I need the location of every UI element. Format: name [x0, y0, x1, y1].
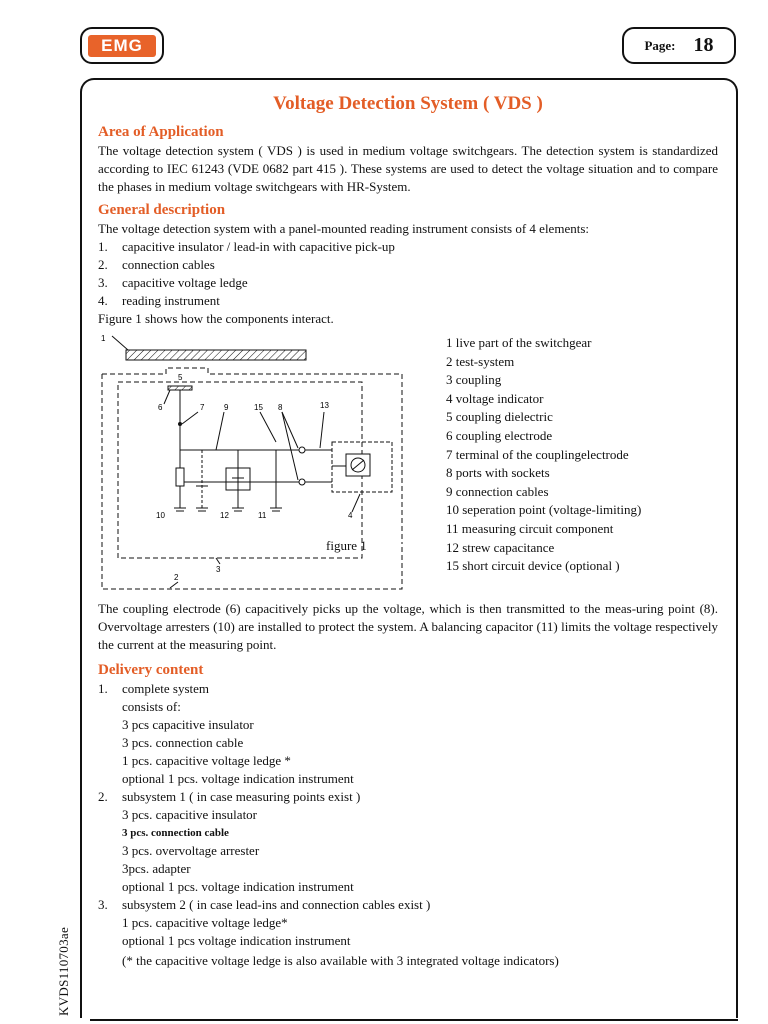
list-item: 2. connection cables [98, 257, 215, 272]
page-content [98, 92, 718, 970]
logo-text: EMG [88, 35, 156, 57]
elements-list [98, 238, 718, 310]
document-code: KVDS110703ae [56, 926, 71, 1016]
label-3: 3 [216, 565, 221, 574]
live-part [101, 334, 306, 360]
area-heading: Area of Application [98, 124, 224, 140]
delivery-note: (* the capacitive voltage ledge is also available with 3 integrated voltage indicators) [122, 953, 559, 968]
legend-item: 9 connection cables [446, 483, 549, 499]
legend-item: 7 terminal of the couplingelectrode [446, 446, 629, 462]
delivery-item-3: 3. subsystem 2 ( in case lead-ins and connection cables exist ) 1 pcs. capacitive voltage ledge* optional 1 pcs voltage indication instrument [98, 897, 431, 948]
label-13: 13 [320, 401, 329, 410]
label-1: 1 [101, 334, 106, 343]
delivery-heading: Delivery content [98, 662, 204, 678]
page-title: Voltage Detection System ( VDS ) [273, 93, 543, 114]
list-item: 1. capacitive insulator / lead-in with capacitive pick-up [98, 239, 395, 254]
page-label: Page: [644, 37, 676, 53]
label-8: 8 [278, 403, 283, 412]
coupling-description: The coupling electrode (6) capacitively picks up the voltage, which is then transmitted to the meas-uring point (8). Overvoltage arresters (10) are installed to protect the system. A balancing capacitor (11) limits the voltage respectively the current at the measuring point. [98, 601, 718, 652]
delivery-item-1: 1. complete system consists of: 3 pcs capacitive insulator 3 pcs. connection cable 1 pcs. capacitive voltage ledge * optional 1 pcs. voltage indication instrument [98, 681, 354, 786]
legend-item: 3 coupling [446, 372, 502, 388]
label-15: 15 [254, 403, 263, 412]
legend-item: 6 coupling electrode [446, 427, 553, 443]
legend-item: 2 test-system [446, 353, 515, 369]
legend-item: 4 voltage indicator [446, 390, 544, 406]
circuit-diagram [98, 332, 422, 596]
general-intro: The voltage detection system with a panel-mounted reading instrument consists of 4 elements: [98, 221, 589, 236]
label-2: 2 [174, 573, 179, 582]
list-item: 3. capacitive voltage ledge [98, 275, 248, 290]
label-11: 11 [258, 511, 267, 520]
area-text: The voltage detection system ( VDS ) is used in medium voltage switchgears. The detection system is standardized according to IEC 61243 (VDE 0682 part 415 ). These systems are used to detect the voltage situation and to compare the phases in medium voltage switchgears with HR-System. [98, 143, 718, 194]
legend-item: 8 ports with sockets [446, 465, 550, 481]
legend-item: 12 strew capacitance [446, 539, 555, 555]
label-9: 9 [224, 403, 229, 412]
page-indicator [622, 27, 736, 64]
legend-item: 5 coupling dielectric [446, 409, 553, 425]
legend-item: 10 seperation point (voltage-limiting) [446, 502, 642, 518]
emg-logo [80, 27, 164, 64]
list-item: 4. reading instrument [98, 293, 220, 308]
figure-legend [446, 332, 641, 596]
label-10: 10 [156, 511, 165, 520]
label-7: 7 [200, 403, 205, 412]
bottom-rule [90, 1019, 738, 1021]
figure-reference: Figure 1 shows how the components interact. [98, 311, 334, 326]
label-12: 12 [220, 511, 229, 520]
delivery-item-2: 2. subsystem 1 ( in case measuring points exist ) 3 pcs. capacitive insulator 3 pcs. connection cable 3 pcs. overvoltage arrester 3pcs. adapter optional 1 pcs. voltage indication instrument [98, 789, 361, 894]
page-number: 18 [693, 34, 714, 56]
label-5: 5 [178, 373, 183, 382]
legend-item: 15 short circuit device (optional ) [446, 558, 620, 574]
legend-item: 1 live part of the switchgear [446, 335, 592, 350]
figure-section [98, 332, 718, 596]
figure-caption: figure 1 [326, 538, 367, 553]
legend-item: 11 measuring circuit component [446, 520, 614, 536]
label-6: 6 [158, 403, 163, 412]
coupling-electrode [168, 386, 192, 390]
label-4: 4 [348, 511, 353, 520]
general-heading: General description [98, 202, 226, 218]
